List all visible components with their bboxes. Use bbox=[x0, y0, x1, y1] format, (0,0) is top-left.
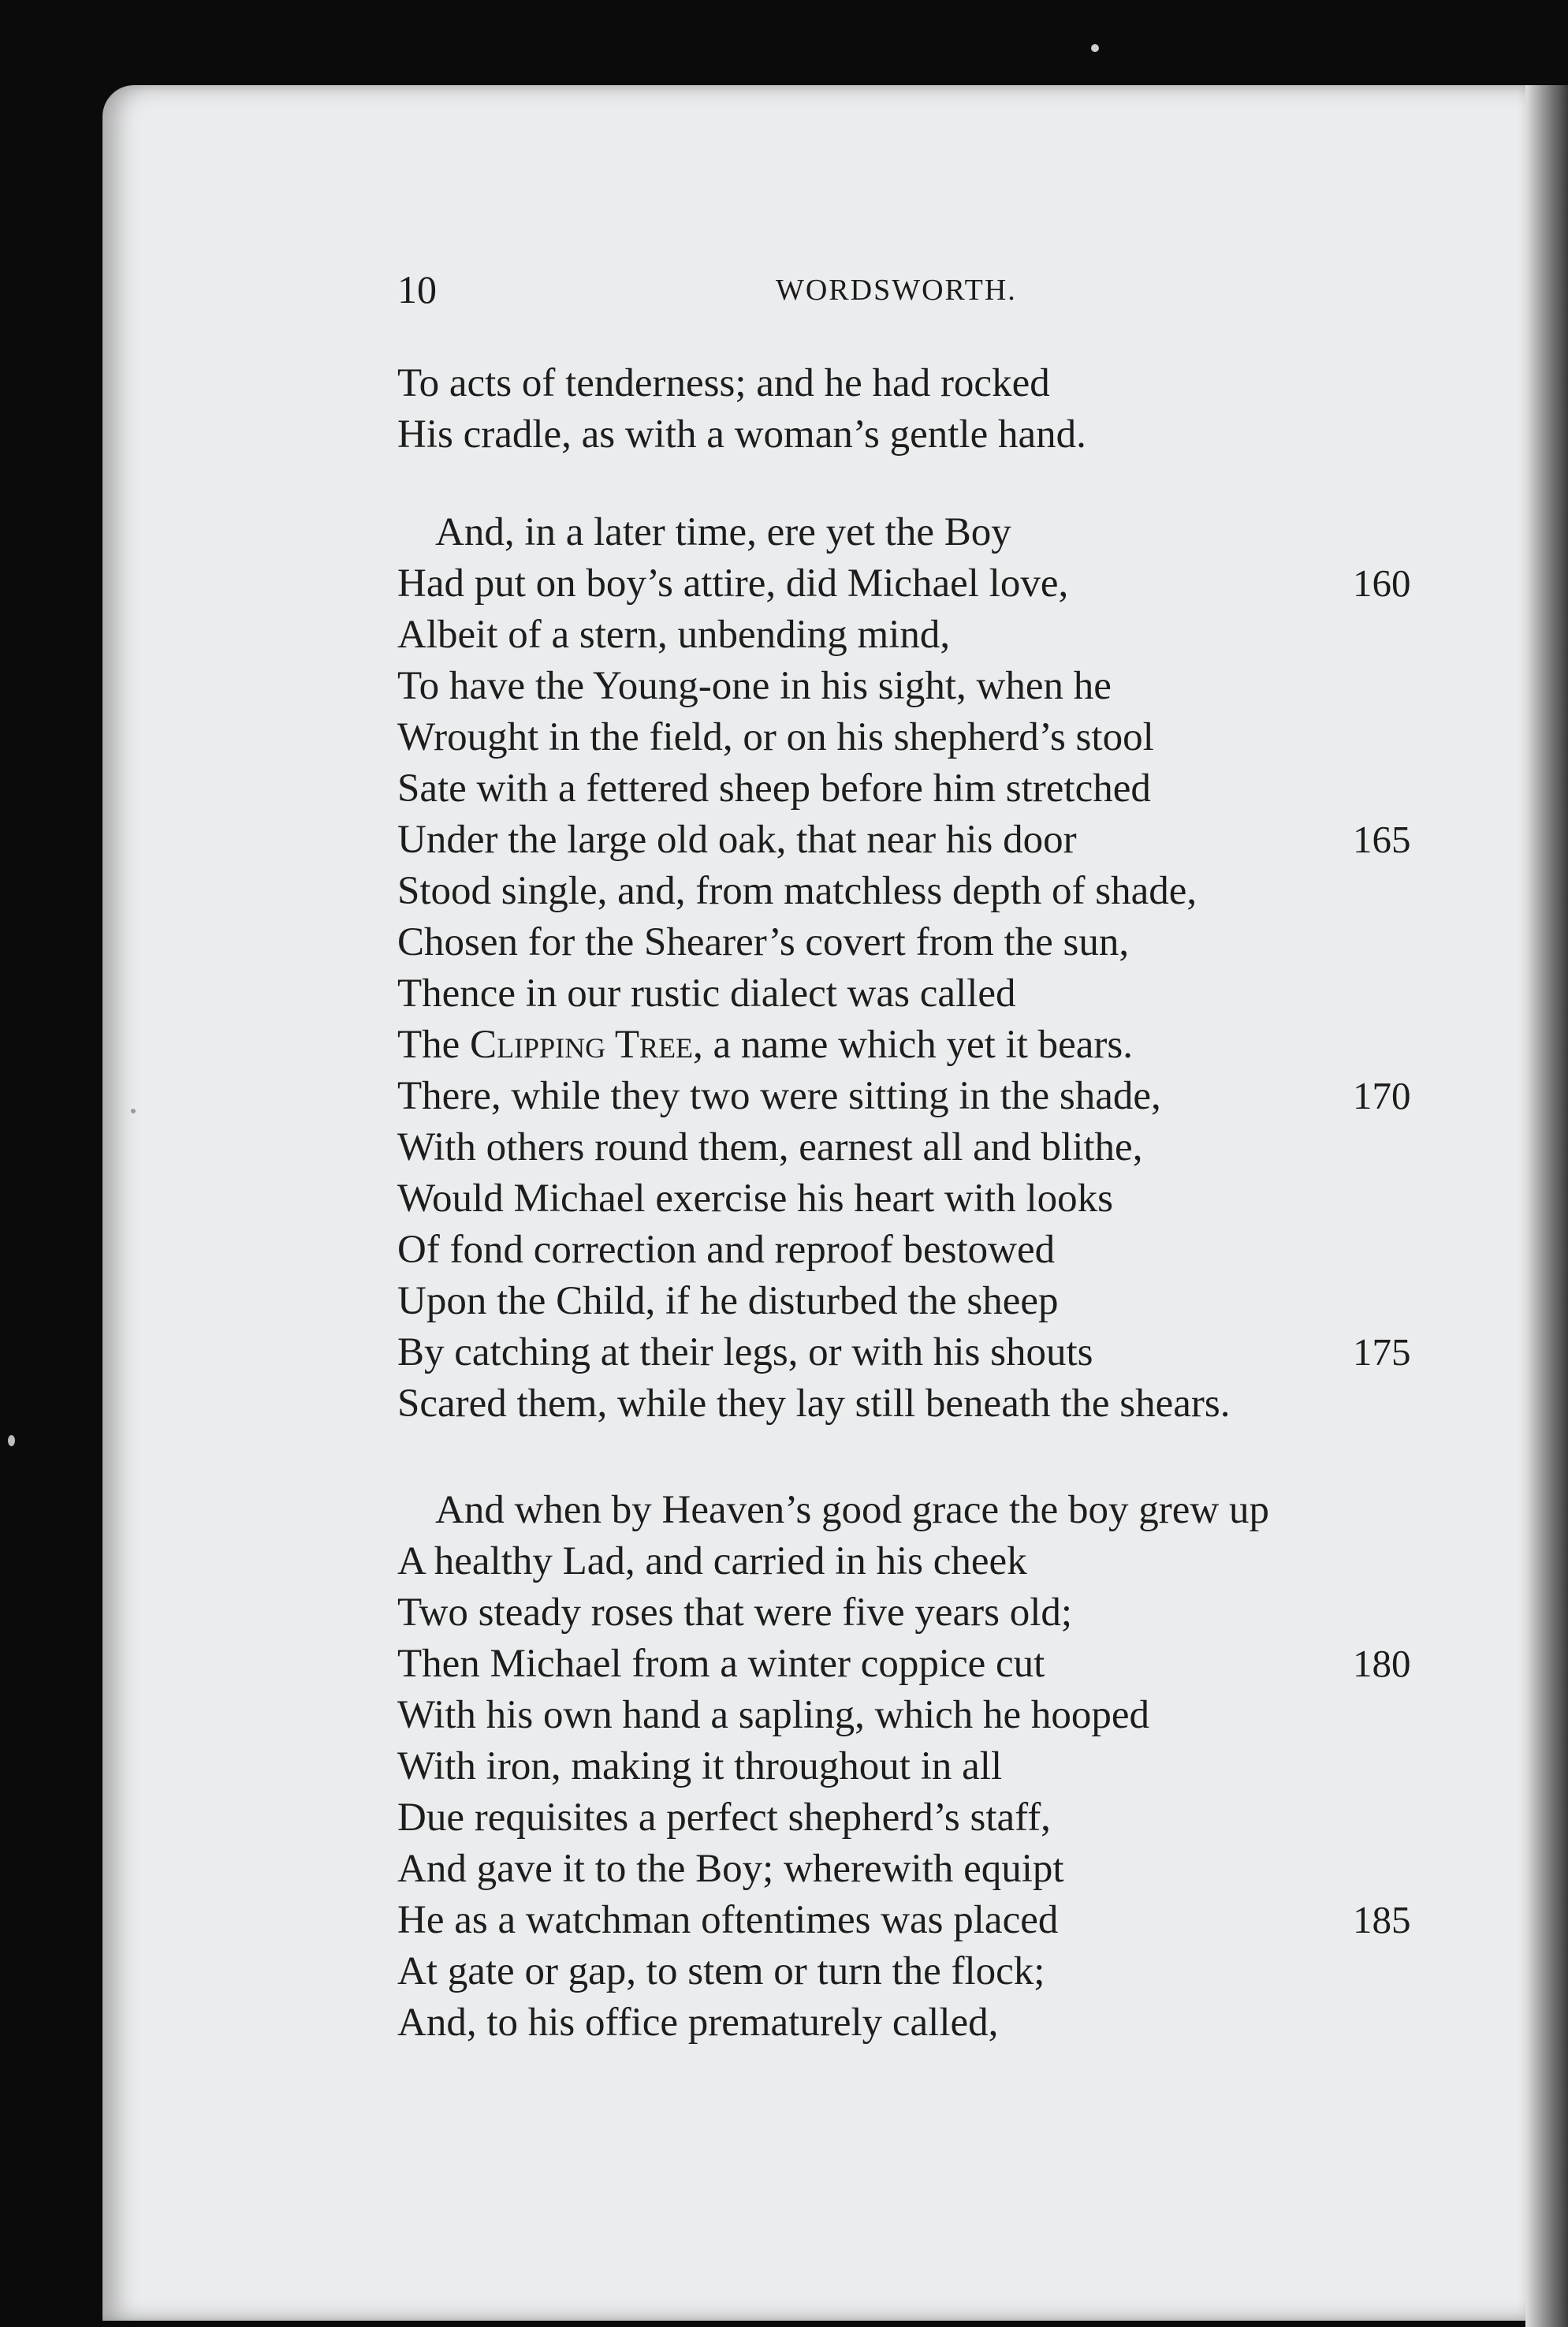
verse-line bbox=[397, 1378, 1422, 1429]
verse-line bbox=[397, 968, 1422, 1019]
verse-text: Had put on boy’s attire, did Michael love, bbox=[397, 561, 1069, 606]
line-number: 180 bbox=[1353, 1642, 1411, 1685]
verse-text: Stood single, and, from matchless depth of shade, bbox=[397, 869, 1197, 913]
verse-text: Upon the Child, if he disturbed the sheep bbox=[397, 1279, 1059, 1323]
verse-text: Due requisites a perfect shepherd’s staff, bbox=[397, 1796, 1051, 1840]
verse-line bbox=[397, 763, 1422, 814]
verse-text: There, while they two were sitting in the shade, bbox=[397, 1074, 1161, 1118]
verse-line bbox=[397, 866, 1422, 916]
verse-text-pre: The bbox=[397, 1023, 471, 1067]
verse-text: And, in a later time, ere yet the Boy bbox=[435, 510, 1011, 554]
speck bbox=[8, 1435, 15, 1446]
running-head: WORDSWORTH. bbox=[776, 274, 1017, 307]
verse-line bbox=[397, 1536, 1422, 1587]
verse-text: And when by Heaven’s good grace the boy grew up bbox=[435, 1488, 1269, 1532]
verse-line bbox=[397, 1690, 1422, 1740]
verse-line bbox=[397, 558, 1422, 609]
verse-line bbox=[397, 1639, 1422, 1689]
page-header bbox=[397, 267, 1422, 314]
verse-text: Albeit of a stern, unbending mind, bbox=[397, 613, 951, 657]
verse-line bbox=[397, 358, 1422, 408]
verse-text-post: , a name which yet it bears. bbox=[693, 1023, 1134, 1067]
speck bbox=[1091, 44, 1099, 52]
line-number: 165 bbox=[1353, 818, 1411, 861]
verse-text: Thence in our rustic dialect was called bbox=[397, 971, 1016, 1016]
verse-line bbox=[397, 1122, 1422, 1173]
verse-text: Two steady roses that were five years old; bbox=[397, 1590, 1073, 1635]
verse-text: Then Michael from a winter coppice cut bbox=[397, 1642, 1045, 1686]
verse-line bbox=[397, 1741, 1422, 1792]
verse-line bbox=[397, 1276, 1422, 1326]
verse-text: He as a watchman oftentimes was placed bbox=[397, 1898, 1059, 1942]
verse-text: Under the large old oak, that near his door bbox=[397, 818, 1077, 862]
clipping-tree-small-caps: Clipping Tree bbox=[470, 1023, 694, 1067]
verse-text: With his own hand a sapling, which he hooped bbox=[397, 1693, 1150, 1737]
verse-text bbox=[397, 1020, 1133, 1070]
verse-text: Wrought in the field, or on his shepherd’s stool bbox=[397, 715, 1154, 759]
verse-text: His cradle, as with a woman’s gentle hand. bbox=[397, 412, 1086, 457]
verse-line bbox=[397, 1485, 1422, 1535]
verse-line bbox=[397, 1020, 1422, 1070]
verse-text: To have the Young-one in his sight, when he bbox=[397, 664, 1112, 708]
speck bbox=[131, 1109, 136, 1113]
verse-line bbox=[397, 610, 1422, 660]
verse-line bbox=[397, 1946, 1422, 1997]
verse-line bbox=[397, 409, 1422, 460]
verse-line bbox=[397, 1225, 1422, 1275]
line-number: 175 bbox=[1353, 1330, 1411, 1374]
verse-text: By catching at their legs, or with his shouts bbox=[397, 1330, 1093, 1374]
verse-line bbox=[397, 1587, 1422, 1638]
page-edge bbox=[1525, 85, 1568, 2327]
line-number: 160 bbox=[1353, 561, 1411, 605]
verse-text: Chosen for the Shearer’s covert from the sun, bbox=[397, 920, 1130, 964]
verse-line bbox=[397, 1844, 1422, 1894]
verse-line bbox=[397, 1173, 1422, 1224]
verse-line bbox=[397, 1071, 1422, 1121]
verse-text: A healthy Lad, and carried in his cheek bbox=[397, 1539, 1027, 1583]
verse-text: With iron, making it throughout in all bbox=[397, 1744, 1003, 1788]
verse-text: Of fond correction and reproof bestowed bbox=[397, 1228, 1056, 1272]
page-number: 10 bbox=[397, 267, 437, 311]
line-number: 185 bbox=[1353, 1898, 1411, 1941]
verse-text: And, to his office prematurely called, bbox=[397, 2001, 999, 2045]
verse-text: With others round them, earnest all and blithe, bbox=[397, 1125, 1143, 1169]
verse-line bbox=[397, 1327, 1422, 1378]
verse-line bbox=[397, 712, 1422, 763]
verse-text: Sate with a fettered sheep before him stretched bbox=[397, 766, 1151, 811]
verse-text: And gave it to the Boy; wherewith equipt bbox=[397, 1847, 1064, 1891]
verse-text: Would Michael exercise his heart with looks bbox=[397, 1177, 1113, 1221]
line-number: 170 bbox=[1353, 1074, 1411, 1117]
verse-text: At gate or gap, to stem or turn the flock; bbox=[397, 1949, 1045, 1993]
verse-text: Scared them, while they lay still beneath the shears. bbox=[397, 1382, 1231, 1426]
verse-line bbox=[397, 507, 1422, 558]
verse-text: To acts of tenderness; and he had rocked bbox=[397, 361, 1050, 405]
verse-line bbox=[397, 1792, 1422, 1843]
verse-line bbox=[397, 815, 1422, 865]
verse-line bbox=[397, 1997, 1422, 2048]
verse-line bbox=[397, 1895, 1422, 1945]
verse-line bbox=[397, 661, 1422, 711]
verse-line bbox=[397, 917, 1422, 968]
